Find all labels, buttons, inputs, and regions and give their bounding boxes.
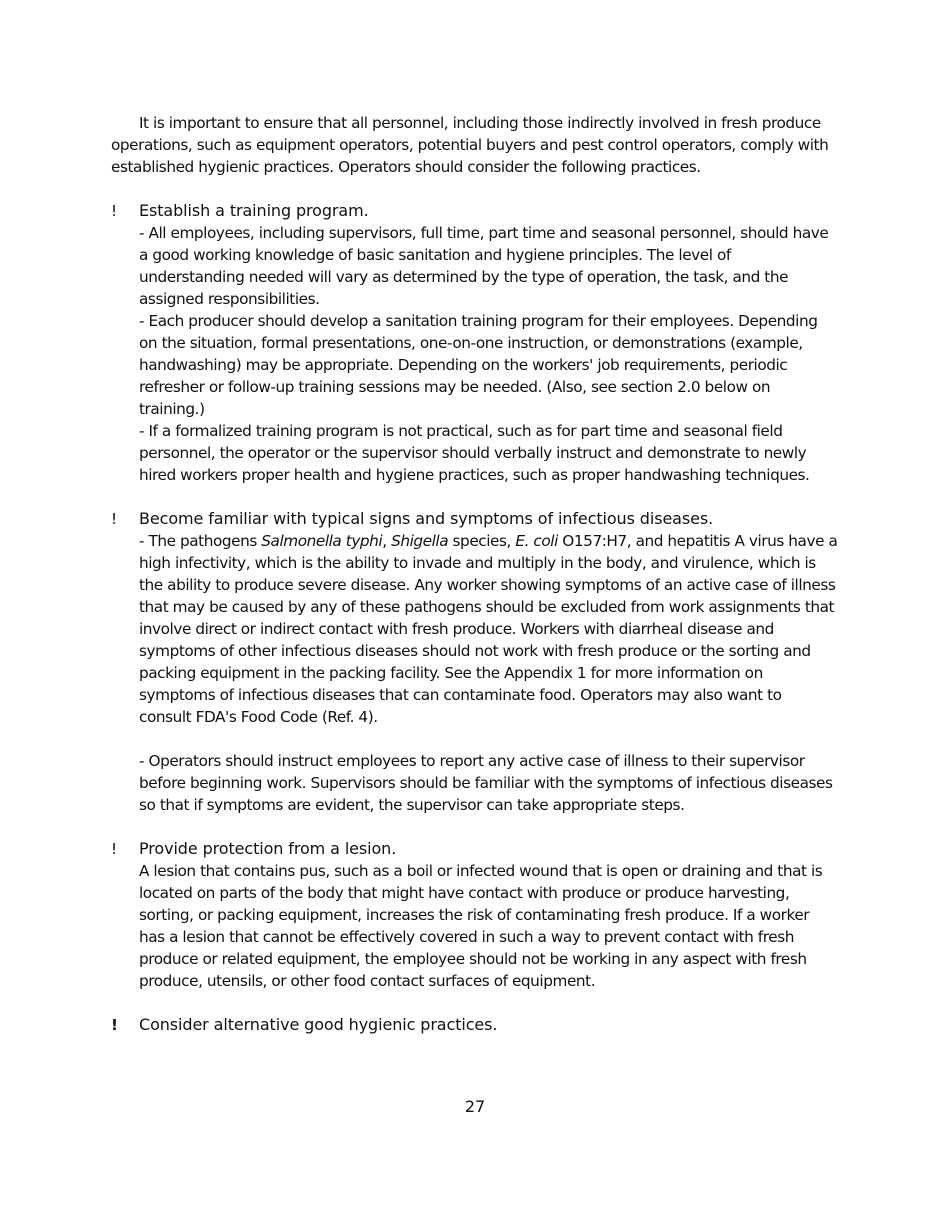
pathogens-paragraph xyxy=(139,530,838,728)
section-training xyxy=(111,200,838,486)
bullet-mark: ! xyxy=(111,1016,118,1034)
section-lesion xyxy=(111,838,838,992)
text-run: , xyxy=(382,532,392,550)
section-heading: Consider alternative good hygienic practices. xyxy=(139,1015,498,1034)
bullet-mark: ! xyxy=(111,510,117,528)
section-paragraph: - If a formalized training program is not practical, such as for part time and seasonal field personnel, the operator or the supervisor should verbally instruct and demonstrate to newly hired workers proper health and hygiene practices, such as proper handwashing techniques. xyxy=(139,422,810,484)
section-alternative-practices xyxy=(111,1014,838,1036)
text-run: O157:H7, and hepatitis A virus have a high infectivity, which is the ability to invade and multiply in the body, and virulence, which is the ability to produce severe disease. Any worker showing symptoms of an active case of illness that may be caused by any of these pathogens should be excluded from work assignments that involve direct or indirect contact with fresh produce. Workers with diarrheal disease and symptoms of other infectious diseases should not work with fresh produce or the sorting and packing equipment in the packing facility. See the Appendix 1 for more information on symptoms of infectious diseases that can contaminate food. Operators may also want to consult FDA's Food Code (Ref. 4). xyxy=(139,532,838,726)
text-run: species, xyxy=(448,532,516,550)
section-heading: Establish a training program. xyxy=(139,201,369,220)
section-heading: Provide protection from a lesion. xyxy=(139,839,397,858)
bullet-mark: ! xyxy=(111,202,117,220)
section-infectious-diseases xyxy=(111,508,838,816)
organism-name: Salmonella typhi xyxy=(261,532,383,550)
bullet-mark: ! xyxy=(111,840,117,858)
section-paragraph: A lesion that contains pus, such as a boil or infected wound that is open or draining and that is located on parts of the body that might have contact with produce or produce harvesting, sorting, or packing equipment, increases the risk of contaminating fresh produce. If a worker has a lesion that cannot be effectively covered in such a way to prevent contact with fresh produce or related equipment, the employee should not be working in any aspect with fresh produce, utensils, or other food contact surfaces of equipment. xyxy=(139,862,823,990)
organism-name: E. coli xyxy=(515,532,558,550)
section-paragraph: - Each producer should develop a sanitation training program for their employees. Depending on the situation, formal presentations, one-on-one instruction, or demonstrations (example, handwashing) may be appropriate. Depending on the workers' job requirements, periodic refresher or follow-up training sessions may be needed. (Also, see section 2.0 below on training.) xyxy=(139,312,818,418)
organism-name: Shigella xyxy=(391,532,449,550)
section-heading: Become familiar with typical signs and symptoms of infectious diseases. xyxy=(139,509,714,528)
page-number: 27 xyxy=(464,1097,486,1116)
section-paragraph: - All employees, including supervisors, full time, part time and seasonal personnel, should have a good working knowledge of basic sanitation and hygiene principles. The level of understanding needed will vary as determined by the type of operation, the task, and the assigned responsibilities. xyxy=(139,224,829,308)
text-run: - The pathogens xyxy=(139,532,262,550)
page-body xyxy=(111,112,838,1036)
intro-paragraph: It is important to ensure that all personnel, including those indirectly involved in fresh produce operations, such as equipment operators, potential buyers and pest control operators, comply with established hygienic practices. Operators should consider the following practices. xyxy=(111,114,829,176)
section-paragraph: - Operators should instruct employees to report any active case of illness to their supervisor before beginning work. Supervisors should be familiar with the symptoms of infectious diseases so that if symptoms are evident, the supervisor can take appropriate steps. xyxy=(139,752,833,814)
